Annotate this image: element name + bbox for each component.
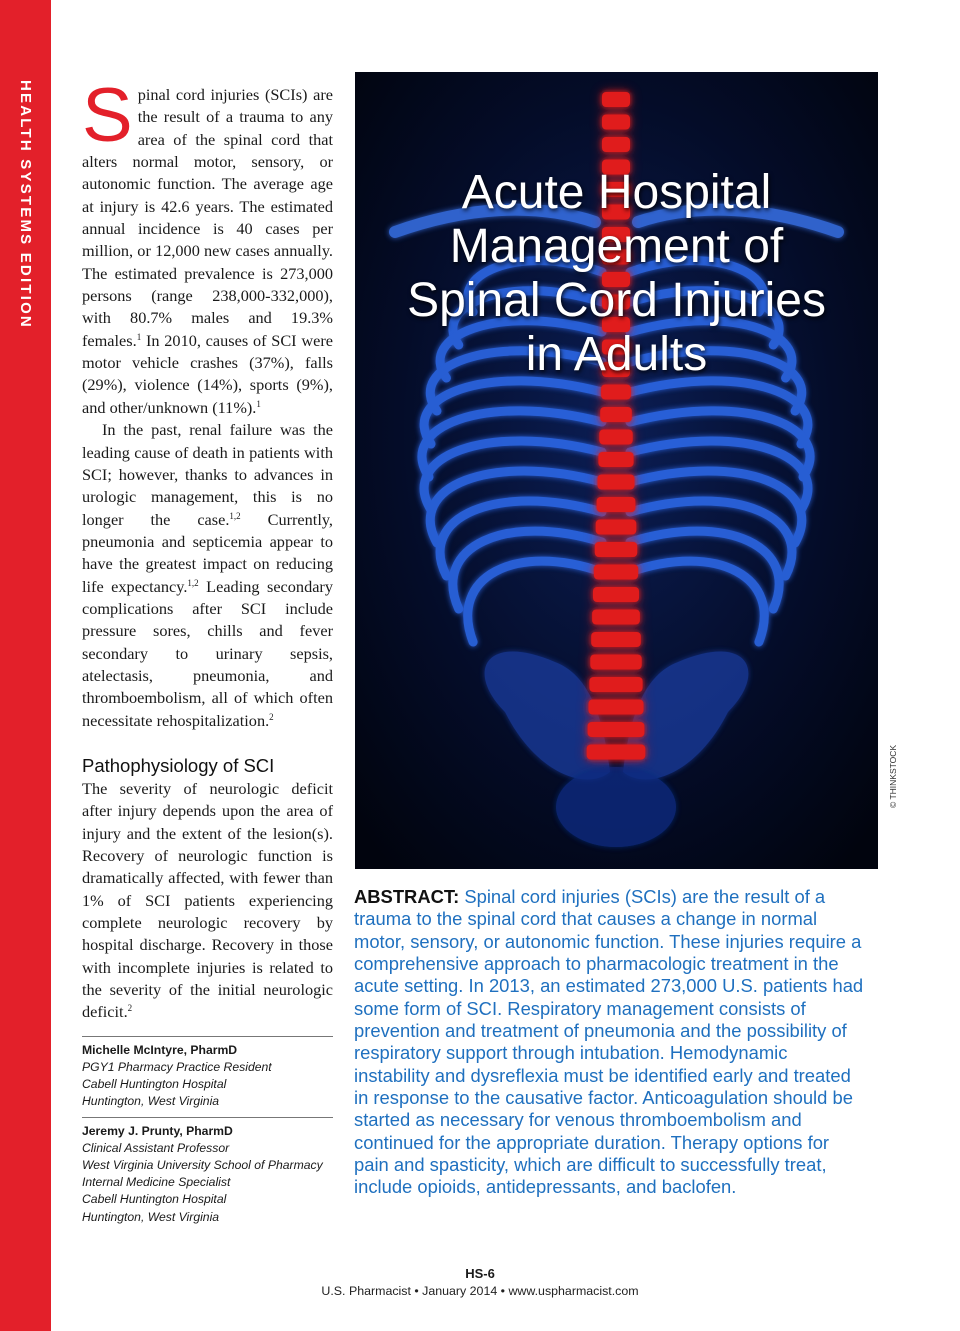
title-line: Management of <box>449 220 784 273</box>
title-line: Acute Hospital <box>461 166 772 219</box>
section-text: The severity of neurologic deficit after injury depends upon the area of injury and the extent of the lesion(s). Recovery of neurologic function is dramatically affected, with fewer than 1% of SCI patients experiencing complete neurologic recovery by hospital discharge. Recovery in those with incomplete injuries is related to the severity of the initial neurologic deficit. <box>82 778 333 1022</box>
author-affiliation: Cabell Huntington Hospital <box>82 1077 227 1092</box>
vertebra-shape <box>597 497 636 512</box>
citation: 1,2 <box>229 510 241 521</box>
author-name: Michelle McIntyre, PharmD <box>82 1042 238 1057</box>
section-body <box>82 778 333 1024</box>
vertebra-shape <box>591 632 641 647</box>
abstract-text: Spinal cord injuries (SCIs) are the result of a trauma to the spinal cord that causes a change in normal motor, sensory, or autonomic function. These injuries require a comprehensive approach to pharmacologic treatment in the acute setting. In 2013, an estimated 273,000 U.S. patients had some form of SCI. Respiratory management consists of prevention and treatment of pneumonia and the possibility of respiratory support through intubation. Hemodynamic instability and dysreflexia must be identified early and treated in response to the causative factor. Anticoagulation should be started as necessary for venous thromboembolism and continued for the appropriate duration. Therapy options for pain and spasticity, which are difficult to successfully treat, include opioids, antidepressants, and baclofen. <box>354 886 864 1198</box>
vertebra-shape <box>593 587 639 602</box>
abstract-label: ABSTRACT: <box>354 886 460 907</box>
title-line: in Adults <box>525 328 708 381</box>
author-block-2 <box>82 1117 333 1226</box>
abstract <box>354 886 866 1199</box>
article-title <box>355 166 878 382</box>
vertebra-shape <box>587 745 646 760</box>
citation: 2 <box>269 711 274 722</box>
author-affiliation: West Virginia University School of Pharmacy <box>82 1157 323 1172</box>
para2-text-b: Currently, pneumonia and septicemia appear to have the greatest impact on reducing life expectancy. <box>82 509 334 596</box>
vertebra-shape <box>592 610 640 625</box>
author-block-1 <box>82 1036 333 1111</box>
author-affiliation: PGY1 Pharmacy Practice Resident <box>82 1059 272 1074</box>
vertebra-shape <box>588 722 645 737</box>
edition-label: HEALTH SYSTEMS EDITION <box>17 80 34 329</box>
second-paragraph <box>82 419 333 732</box>
author-affiliation: Huntington, West Virginia <box>82 1094 220 1109</box>
hero-image <box>355 72 878 869</box>
citation: 1 <box>136 331 142 342</box>
citation: 2 <box>127 1003 133 1014</box>
vertebra-shape <box>602 115 630 130</box>
author-affiliation: Huntington, West Virginia <box>82 1209 220 1224</box>
intro-text-main: pinal cord injuries (SCIs) are the result of a trauma to any area of the spinal cord that alters normal motor, sensory, or autonomic function. The average age at injury is 42.6 years. The estimated annual incidence is 40 cases per million, or 12,000 new cases annually. The estimated prevalence is 273,000 persons (range 238,000-332,000), with 80.7% males and 19.3% females. <box>82 85 333 350</box>
citation: 1,2 <box>187 577 199 588</box>
vertebra-shape <box>602 92 630 107</box>
sidebar-band <box>0 0 51 1331</box>
author-name: Jeremy J. Prunty, PharmD <box>82 1123 233 1138</box>
intro-text <box>82 73 334 732</box>
vertebra-shape <box>589 677 642 692</box>
vertebra-shape <box>589 700 644 715</box>
vertebra-shape <box>595 542 637 557</box>
vertebra-shape <box>599 430 632 445</box>
citation: 1 <box>256 398 261 409</box>
title-line: Spinal Cord Injuries <box>407 274 826 327</box>
page-number: HS-6 <box>465 1266 495 1281</box>
vertebra-shape <box>596 520 637 535</box>
vertebra-shape <box>602 137 630 152</box>
vertebra-shape <box>601 385 631 400</box>
vertebra-shape <box>594 565 638 580</box>
author-affiliation: Internal Medicine Specialist <box>82 1175 231 1190</box>
photo-credit: © THINKSTOCK <box>888 744 898 808</box>
author-affiliation: Cabell Huntington Hospital <box>82 1192 227 1207</box>
intro-text-cont: In 2010, causes of SCI were motor vehicle crashes (37%), falls (29%), violence (14%), sports (9%), and other/unknown (11%). <box>82 330 333 417</box>
vertebra-shape <box>598 452 633 467</box>
publication-line: U.S. Pharmacist • January 2014 • www.uspharmacist.com <box>321 1284 639 1298</box>
vertebra-shape <box>598 475 635 490</box>
para2-text-a: In the past, renal failure was the leading cause of death in patients with SCI; however, thanks to advances in urologic management, this is no longer the case. <box>82 420 333 529</box>
left-column <box>82 73 334 1226</box>
author-affiliation: Clinical Assistant Professor <box>82 1140 230 1155</box>
intro-paragraph <box>82 73 333 419</box>
drop-cap: S <box>82 73 133 158</box>
section-heading: Pathophysiology of SCI <box>82 754 275 776</box>
vertebra-shape <box>600 407 632 422</box>
para2-text-c: Leading secondary complications after SCI include pressure sores, chills and fever secondary to urinary sepsis, atelectasis, pneumonia, and thromboembolism, all of which often necessitate rehospitalization. <box>82 576 333 730</box>
vertebra-shape <box>590 655 641 670</box>
